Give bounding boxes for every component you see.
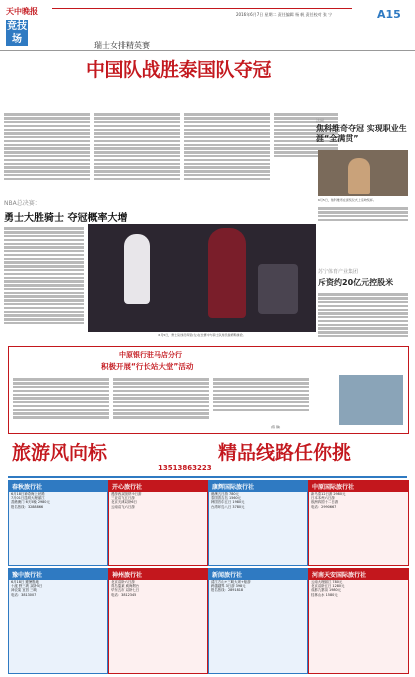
ad-box (108, 480, 208, 566)
ad-line: 报名热线：2891818 (211, 588, 244, 593)
nba-kicker: NBA总决赛： (4, 200, 41, 207)
ad-line: 云南双飞六日游 (111, 504, 135, 509)
ad-line: 北京天津双卧6日 (111, 500, 137, 505)
ad-title-right: 精品线路任你挑 (218, 442, 352, 464)
ad-line: 华东五市 双卧七日 (111, 588, 140, 593)
lead-kicker: 瑞士女排精英赛 (94, 41, 150, 50)
bank-feature-box (8, 346, 409, 434)
side-story-body (318, 206, 408, 223)
page-number: A15 (377, 8, 401, 21)
football-story-body (318, 292, 408, 339)
ad-line: 电话：3812345 (111, 592, 137, 597)
bank-body (13, 377, 313, 420)
ad-line: 6月18日神奇海上丝路 (11, 492, 45, 496)
ad-line: 北京双卧五日 1280元 (311, 584, 345, 589)
ad-line: 台湾环岛八日 3780元 (211, 504, 245, 509)
ad-line: 电话：3813007 (11, 592, 37, 597)
nba-story-body (4, 226, 84, 326)
paper-name: 天中晚报 (6, 7, 38, 16)
ad-line: 三亚双飞五日游 (111, 496, 135, 501)
bank-title-line1: 中原银行驻马店分行 (119, 351, 182, 359)
text-column (184, 112, 270, 181)
text-column (4, 112, 90, 181)
ad-box-title: 康辉国际旅行社 (209, 481, 307, 492)
player-figure (348, 158, 370, 194)
ad-line: 韩国首尔五日 1980元 (211, 500, 245, 505)
ad-line: 6月18日 避暑胜地 (11, 580, 39, 584)
player-red-jersey (208, 228, 246, 318)
ad-line: 香港澳门 6天5晚 2980元 (11, 500, 50, 505)
ad-line: 电话：2990667 (311, 504, 337, 509)
player-white-jersey (124, 234, 150, 304)
ad-box-title: 中原国际旅行社 (309, 481, 408, 492)
ad-line: 云南大理丽江 780元 (311, 580, 343, 584)
ad-box (8, 480, 108, 566)
ad-title-left: 旅游风向标 (12, 442, 108, 464)
masthead-logo (6, 6, 46, 46)
nba-headline: 勇士大胜骑士 夺冠概率大增 (4, 213, 128, 224)
date-line: 2016年6月7日 星期二 责任编辑 杨 帆 责任校对 张 宁 (236, 12, 333, 17)
ad-line: 日本本州六日游 (311, 496, 335, 501)
ad-line: 神农架 宜昌 三峡 (11, 588, 37, 593)
header-rule (52, 8, 352, 9)
ad-box (8, 568, 108, 674)
page-header (0, 0, 415, 51)
ad-line: 新马泰12日游 2980元 (311, 492, 346, 496)
ad-line: 桂林山水 1580元 (311, 592, 338, 597)
side-headline: 焦科维奇夺冠 实现职业生涯“全满贯” (316, 124, 407, 143)
football-headline: 斥资约20亿元控股米 (318, 278, 394, 287)
lead-headline: 中国队战胜泰国队夺冠 (86, 59, 272, 81)
ad-box-title: 河南天安国际旅行社 (309, 569, 408, 580)
background-crowd (258, 264, 298, 314)
ad-box (208, 568, 308, 674)
ad-line: 清江方山+三峡大坝+船游 (211, 580, 251, 584)
ad-line: 漫游西双版纳 9日游 (111, 492, 142, 496)
ad-box-title: 豫中旅行社 (9, 569, 107, 580)
text-column (94, 112, 180, 181)
football-kicker: 苏宁体育产业集团 (318, 269, 359, 275)
ad-box (108, 568, 208, 674)
section-badge: 竞技场 (7, 21, 27, 45)
ad-line: 港澳五日游 780元 (211, 492, 239, 496)
nba-caption: 6月5日，勇士队球员库里(左)在比赛中与骑士队球员詹姆斯拼抢。 (158, 333, 246, 337)
ad-line: 泰国普吉岛 1560元 (211, 496, 242, 501)
ad-box (308, 480, 409, 566)
ad-box (208, 480, 308, 566)
ad-hotline: 13513863223 (158, 464, 212, 472)
ad-header (8, 436, 407, 478)
ad-line: 报名热线：3288866 (11, 504, 44, 509)
ad-box-title: 开心旅行社 (109, 481, 207, 492)
nba-photo (88, 224, 316, 332)
bank-author: (陈 静) (271, 425, 281, 429)
bank-title-line2: 积极开展“行长站大堂”活动 (101, 362, 194, 371)
side-photo (318, 150, 408, 196)
ad-line: 7月01日昆明大理丽江 (11, 496, 45, 501)
side-story (316, 118, 411, 144)
ad-line: 成都九寨沟 1980元 (311, 588, 342, 593)
ad-box-title: 春秋旅行社 (9, 481, 107, 492)
ad-box-title: 新闻旅行社 (209, 569, 307, 580)
ad-box (308, 568, 409, 674)
ad-line: 青岛蓬莱 威海烟台 (111, 584, 140, 589)
ad-line: 欧洲四国十二日游 (311, 500, 339, 505)
ad-line: 北京双卧六日游 (111, 580, 135, 584)
bank-photo (339, 375, 403, 425)
side-caption: 6月5日，焦科维奇在颁奖仪式上亲吻奖杯。 (318, 198, 376, 202)
ad-line: 跨越越界 3日游 398元 (211, 584, 246, 589)
lead-story-body (4, 112, 344, 192)
side-kicker: 法网 (316, 118, 324, 123)
ad-line: 十渡 野三坡 双卧5日 (11, 584, 43, 589)
ad-box-title: 神州旅行社 (109, 569, 207, 580)
